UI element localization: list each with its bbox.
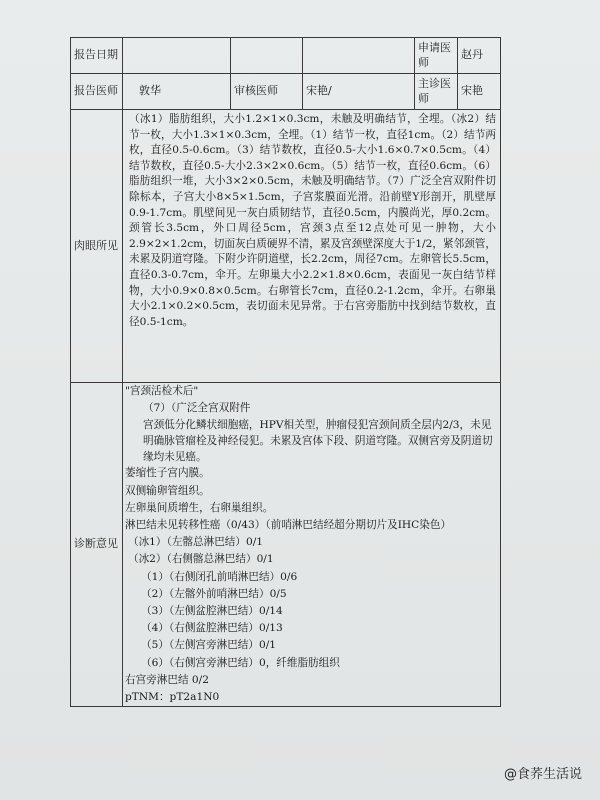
report-date-value [123, 38, 231, 74]
review-doctor-label: 审核医师 [231, 74, 303, 110]
diagnosis-line: （6）（右侧宫旁淋巴结）0，纤维脂肪组织 [141, 656, 340, 669]
diagnosis-line: "宫颈活检术后" [125, 385, 199, 397]
diagnosis-cell [123, 383, 501, 707]
diagnosis-line: 左卵巢间质增生，右卵巢组织。 [125, 501, 274, 514]
chief-doctor-label: 主诊医师 [415, 74, 458, 110]
diagnosis-line: 淋巴结未见转移性癌（0/43）（前哨淋巴结经超分期切片及IHC染色） [125, 519, 452, 532]
diagnosis-line: （3）（左侧盆腔淋巴结）0/14 [141, 605, 283, 618]
diagnosis-label: 诊断意见 [71, 383, 123, 707]
diagnosis-line: 双侧输卵管组织。 [125, 484, 210, 497]
report-doctor-value: 敦华 [123, 74, 231, 110]
row-gross-findings [71, 110, 501, 383]
empty-cell [231, 38, 303, 74]
diagnosis-line: pTNM：pT2a1N0 [125, 691, 220, 704]
diagnosis-line: （冰1）（左髂总淋巴结）0/1 [128, 536, 264, 549]
gross-label: 肉眼所见 [71, 110, 123, 383]
gross-findings-text: （冰1）脂肪组织，大小1.2×1×0.3cm，未触及明确结节，全埋。（冰2）结节一枚，大小1.3×1×0.3cm，全埋。（1）结节一枚，直径1cm。（2）结节两枚，直径0.5-0.6cm。（3）结节数枚，直径0.5-大小1.6×0.7×0.5cm。（4）结节数枚，直径0.5-大小2.3×2×0.6cm。（5）结节一枚，直径0.6cm。（6）脂肪组织一堆，大小3×2×0.5cm，未触及明确结节。（7）广泛全宫双附件切除标本，子宫大小8×5×1.5cm，子宫浆膜面光滑。沿前壁Y形剖开，肌壁厚0.9-1.7cm。肌壁间见一灰白质韧结节，直径0.5cm，内膜尚光，厚0.2cm。颈管长3.5cm，外口周径5cm，宫颈3点至12点处可见一肿物，大小2.9×2×1.2cm，切面灰白质硬界不清，累及宫颈壁深度大于1/2，紧邻颈管，未累及阴道穹隆。下附少许阴道壁，长2.2cm，周径7cm。左卵管长5.5cm，直径0.3-0.7cm，伞开。左卵巢大小2.2×1.8×0.6cm，表面见一灰白结节样物，大小0.9×0.8×0.5cm。右卵管长7cm，直径0.2-1.2cm，伞开。右卵巢大小2.1×0.2×0.5cm，表切面未见异常。于右宫旁脂肪中找到结节数枚，直径0.5-1cm。 [129, 113, 496, 328]
report-date-label: 报告日期 [71, 38, 123, 74]
diagnosis-line: （7）（广泛全宫双附件 [143, 402, 251, 415]
gross-findings-cell [123, 110, 501, 383]
watermark-text: @食荞生活说 [503, 767, 582, 782]
diagnosis-line: （1）（右侧闭孔前哨淋巴结）0/6 [141, 570, 298, 583]
pathology-report-table [70, 37, 501, 707]
diagnosis-line: 萎缩性子宫内膜。 [125, 467, 210, 480]
row-report-date [71, 38, 501, 74]
report-doctor-label: 报告医师 [71, 74, 123, 110]
empty-cell [303, 38, 415, 74]
apply-doctor-value: 赵丹 [458, 38, 501, 74]
diagnosis-line: （4）（右侧盆腔淋巴结）0/13 [141, 622, 283, 635]
chief-doctor-value: 宋艳 [458, 74, 501, 110]
row-report-doctor [71, 74, 501, 110]
apply-doctor-label: 申请医师 [415, 38, 458, 74]
diagnosis-line: （冰2）（右侧髂总淋巴结）0/1 [128, 553, 274, 566]
diagnosis-line: （2）（左髂外前哨淋巴结）0/5 [141, 587, 287, 600]
row-diagnosis [71, 383, 501, 707]
diagnosis-paragraph: 宫颈低分化鳞状细胞癌，HPV相关型，肿瘤侵犯宫颈间质全层内2/3，未见明确脉管瘤栓及神经侵犯。未累及宫体下段、阴道穹隆。双侧宫旁及阴道切缘均未见癌。 [143, 419, 493, 464]
diagnosis-line: （5）（左侧宫旁淋巴结）0/1 [141, 639, 277, 652]
diagnosis-line: 右宫旁淋巴结 0/2 [125, 673, 209, 686]
review-doctor-value: 宋艳/ [303, 74, 415, 110]
